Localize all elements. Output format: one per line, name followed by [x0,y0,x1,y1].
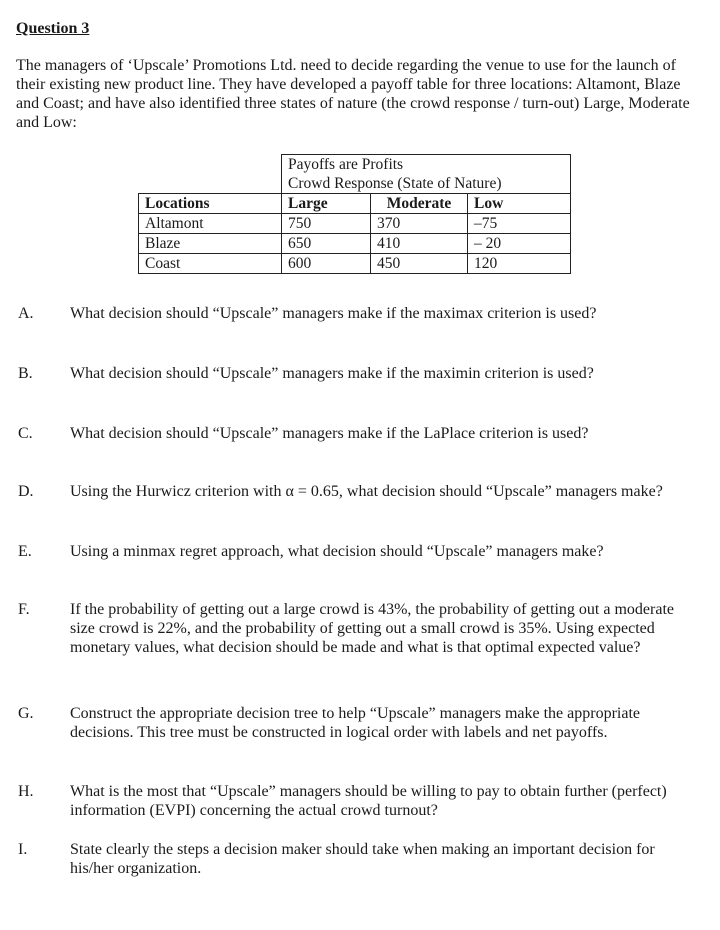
question-text: Using a minmax regret approach, what decision should “Upscale” managers make? [70,543,604,560]
cell-moderate: 370 [371,214,468,234]
question-letter: I. [18,841,28,858]
question-title: Question 3 [16,20,90,37]
question-letter: D. [18,483,34,500]
question-text: What is the most that “Upscale” managers should be willing to pay to obtain further (perfect) information (EVPI) concerning the actual crowd turnout? [70,783,667,819]
question-letter: C. [18,425,33,442]
cell-low: –75 [468,214,571,234]
cell-large: 600 [282,254,371,274]
empty-corner-cell [139,155,282,194]
question-text: What decision should “Upscale” managers make if the maximin criterion is used? [70,365,594,382]
question-text: What decision should “Upscale” managers make if the maximax criterion is used? [70,305,597,322]
question-letter: F. [18,601,30,618]
table-caption-profits: Payoffs are Profits [282,155,571,175]
cell-low: 120 [468,254,571,274]
table-caption-row [139,155,571,175]
intro-paragraph: The managers of ‘Upscale’ Promotions Ltd. need to decide regarding the venue to use for the launch of their existing new product line. They have developed a payoff table for three locations: Altamont, Blaze and Coast; and have also identified three states of nature (the crowd response / turn-out) Large, Moderate and Low: [16,57,690,131]
cell-large: 650 [282,234,371,254]
table-row [139,254,571,274]
cell-moderate: 450 [371,254,468,274]
table-row [139,234,571,254]
table-caption-state: Crowd Response (State of Nature) [282,174,571,194]
question-text: Construct the appropriate decision tree to help “Upscale” managers make the appropriate decisions. This tree must be constructed in logical order with labels and net payoffs. [70,705,640,741]
question-letter: B. [18,365,33,382]
header-large: Large [282,194,371,214]
header-moderate: Moderate [371,194,468,214]
question-letter: H. [18,783,34,800]
cell-large: 750 [282,214,371,234]
table-header-row [139,194,571,214]
payoff-table [138,154,571,274]
question-letter: E. [18,543,32,560]
table-row [139,214,571,234]
cell-location: Coast [139,254,282,274]
cell-location: Altamont [139,214,282,234]
cell-moderate: 410 [371,234,468,254]
question-letter: A. [18,305,34,322]
question-text: Using the Hurwicz criterion with α = 0.65, what decision should “Upscale” managers make? [70,483,663,500]
question-text: What decision should “Upscale” managers make if the LaPlace criterion is used? [70,425,589,442]
question-text: If the probability of getting out a large crowd is 43%, the probability of getting out a moderate size crowd is 22%, and the probability of getting out a small crowd is 35%. Using expected monetary values, what decision should be made and what is that optimal expected value? [70,601,674,656]
cell-location: Blaze [139,234,282,254]
question-letter: G. [18,705,34,722]
header-locations: Locations [139,194,282,214]
header-low: Low [468,194,571,214]
question-text: State clearly the steps a decision maker should take when making an important decision for his/her organization. [70,841,655,877]
cell-low: – 20 [468,234,571,254]
